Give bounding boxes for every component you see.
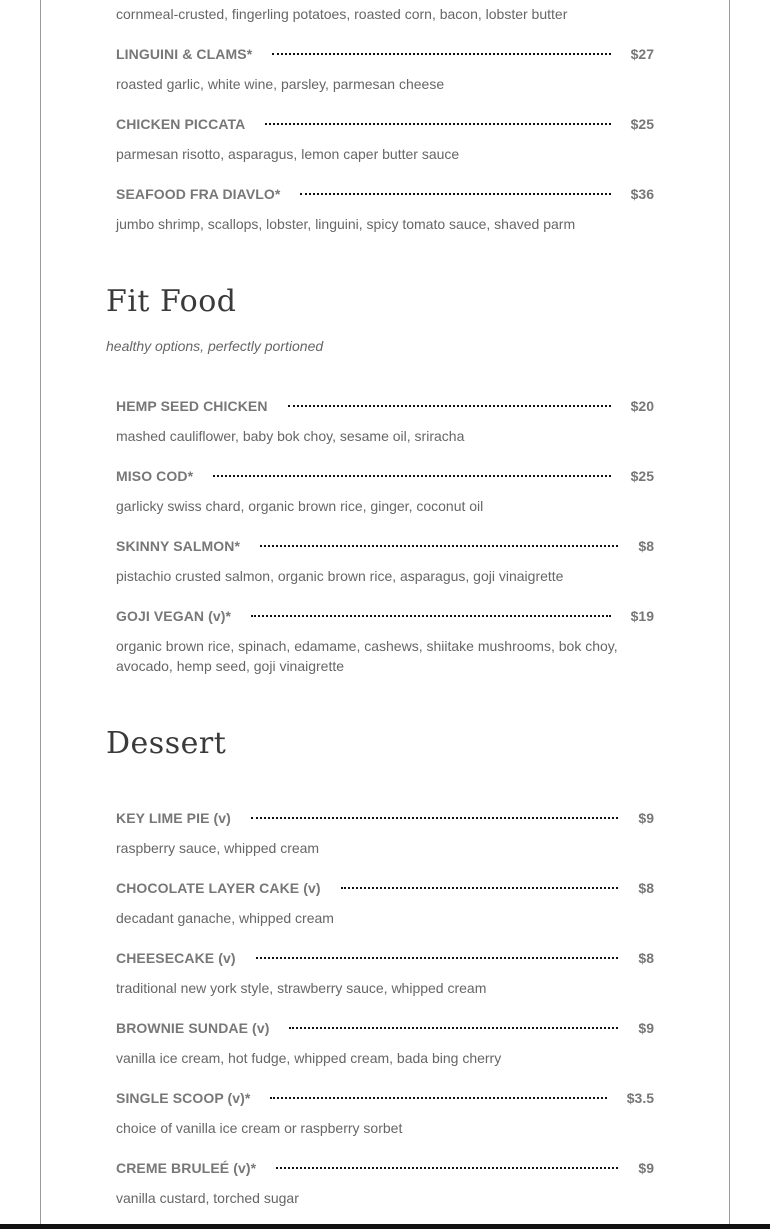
dotted-leader: [289, 1027, 618, 1029]
item-description: organic brown rice, spinach, edamame, cashews, shiitake mushrooms, bok choy, avocado, hemp seed, goji vinaigrette: [116, 638, 618, 674]
menu-item: [116, 44, 654, 64]
item-description: roasted garlic, white wine, parsley, parmesan cheese: [116, 76, 445, 92]
item-description: vanilla ice cream, hot fudge, whipped cream, bada bing cherry: [116, 1050, 502, 1066]
dotted-leader: [260, 545, 618, 547]
menu-item: [116, 396, 654, 416]
dotted-leader: [256, 957, 619, 959]
menu-item: [116, 466, 654, 486]
dotted-leader: [251, 817, 619, 819]
item-name: CREME BRULEÉ (v)*: [116, 1160, 257, 1176]
dotted-leader: [265, 123, 610, 125]
item-price: $8: [638, 880, 654, 896]
item-price: $8: [638, 950, 654, 966]
item-description: vanilla custard, torched sugar: [116, 1190, 299, 1206]
item-name: SKINNY SALMON*: [116, 538, 241, 554]
item-name: HEMP SEED CHICKEN: [116, 398, 268, 414]
menu-item: [116, 948, 654, 968]
item-description: cornmeal-crusted, fingerling potatoes, roasted corn, bacon, lobster butter: [116, 6, 568, 22]
item-price: $25: [630, 116, 654, 132]
menu-item: [116, 1158, 654, 1178]
item-price: $9: [638, 810, 654, 826]
dotted-leader: [251, 615, 611, 617]
item-name: SEAFOOD FRA DIAVLO*: [116, 186, 281, 202]
menu-item: [116, 1018, 654, 1038]
item-price: $19: [630, 608, 654, 624]
dotted-leader: [300, 193, 610, 195]
bottom-border: [0, 1224, 770, 1229]
dotted-leader: [272, 53, 610, 55]
dotted-leader: [213, 475, 611, 477]
menu-item: [116, 808, 654, 828]
dotted-leader: [288, 405, 611, 407]
item-description: mashed cauliflower, baby bok choy, sesame oil, sriracha: [116, 428, 465, 444]
menu-item: [116, 536, 654, 556]
item-price: $3.5: [626, 1090, 654, 1106]
menu-item: [116, 114, 654, 134]
section-subtitle: healthy options, perfectly portioned: [106, 338, 324, 354]
item-name: CHEESECAKE (v): [116, 950, 236, 966]
item-price: $9: [638, 1160, 654, 1176]
item-description: pistachio crusted salmon, organic brown rice, asparagus, goji vinaigrette: [116, 568, 564, 584]
dotted-leader: [276, 1167, 618, 1169]
item-name: GOJI VEGAN (v)*: [116, 608, 232, 624]
dotted-leader: [341, 887, 619, 889]
item-name: SINGLE SCOOP (v)*: [116, 1090, 251, 1106]
item-price: $25: [630, 468, 654, 484]
item-description: garlicky swiss chard, organic brown rice, ginger, coconut oil: [116, 498, 484, 514]
item-description: jumbo shrimp, scallops, lobster, linguini, spicy tomato sauce, shaved parm: [116, 216, 576, 232]
menu-item: [116, 184, 654, 204]
item-description: raspberry sauce, whipped cream: [116, 840, 320, 856]
dotted-leader: [270, 1097, 606, 1099]
item-price: $36: [630, 186, 654, 202]
item-price: $27: [630, 46, 654, 62]
item-price: $8: [638, 538, 654, 554]
section-title-dessert: Dessert: [106, 726, 227, 761]
item-name: CHICKEN PICCATA: [116, 116, 246, 132]
item-name: CHOCOLATE LAYER CAKE (v): [116, 880, 321, 896]
menu-item: [116, 1088, 654, 1108]
item-description: decadant ganache, whipped cream: [116, 910, 334, 926]
item-description: traditional new york style, strawberry sauce, whipped cream: [116, 980, 487, 996]
item-name: MISO COD*: [116, 468, 194, 484]
item-name: LINGUINI & CLAMS*: [116, 46, 253, 62]
section-title-fit-food: Fit Food: [106, 284, 237, 319]
item-name: KEY LIME PIE (v): [116, 810, 231, 826]
item-price: $20: [630, 398, 654, 414]
item-description: parmesan risotto, asparagus, lemon caper butter sauce: [116, 146, 460, 162]
item-description: choice of vanilla ice cream or raspberry sorbet: [116, 1120, 403, 1136]
item-name: BROWNIE SUNDAE (v): [116, 1020, 270, 1036]
menu-item: [116, 878, 654, 898]
item-price: $9: [638, 1020, 654, 1036]
menu-item: [116, 606, 654, 626]
